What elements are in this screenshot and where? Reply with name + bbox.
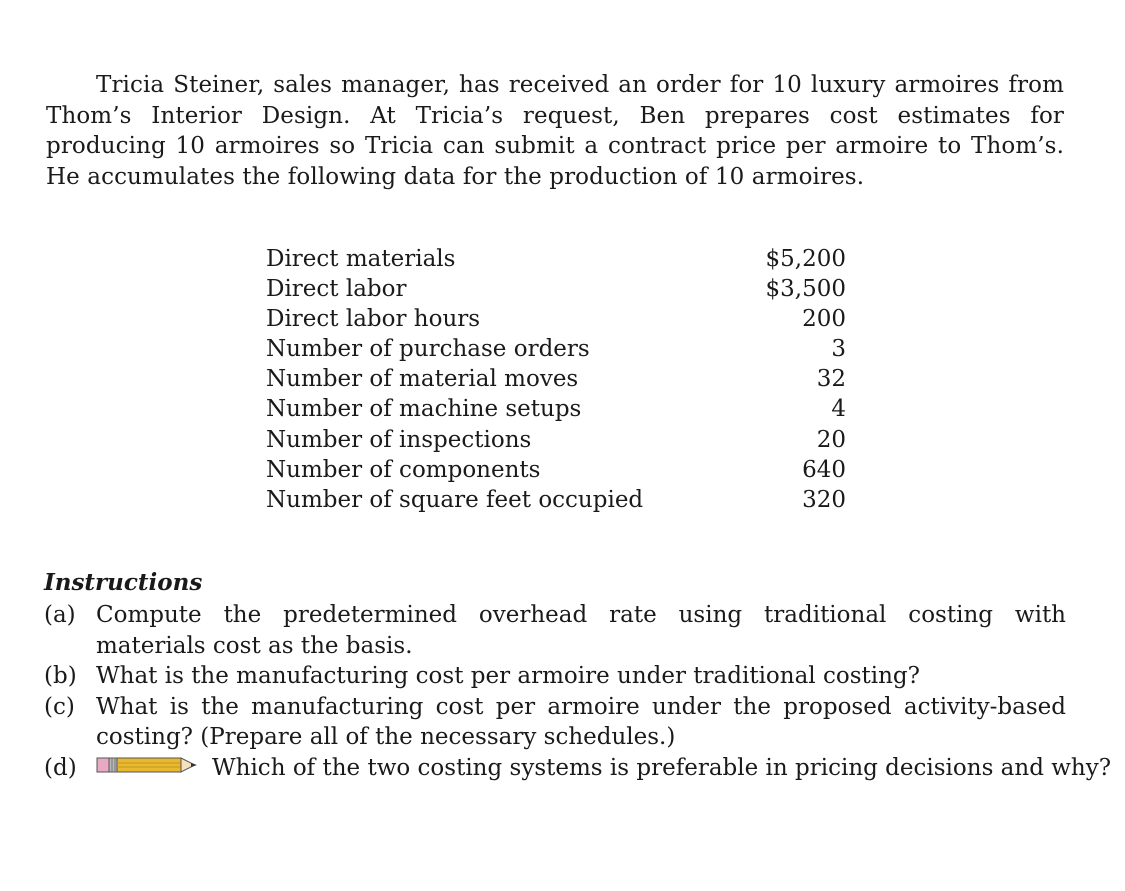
data-label: Direct labor hours — [266, 306, 481, 333]
data-value: 32 — [816, 366, 846, 393]
instruction-letter: (a) — [44, 602, 76, 628]
instruction-letter: (c) — [44, 693, 75, 720]
cost-data-table — [266, 244, 846, 515]
instruction-letter: (b) — [44, 663, 77, 689]
intro-paragraph: Tricia Steiner, sales manager, has received an order for 10 luxury armoires from Thom’s Interior Design. At Tricia’s request, Ben prepares cost estimates for producing 10 armoires so Tricia can submit a contract price per armoire to Thom’s. He accumulates the following data for the production of 10 armoires. — [46, 72, 1064, 190]
data-value: 200 — [802, 306, 846, 333]
data-label: Number of components — [266, 456, 541, 483]
instructions-list — [44, 600, 1112, 783]
pencil-icon — [96, 753, 200, 784]
instruction-text: What is the manufacturing cost per armoire under traditional costing? — [96, 663, 920, 689]
data-value: 320 — [802, 486, 846, 513]
instruction-text: Which of the two costing systems is preferable in pricing decisions and why? — [212, 754, 1112, 781]
data-row — [266, 274, 846, 304]
instruction-item — [44, 692, 1066, 753]
instruction-content — [96, 753, 1111, 784]
instruction-letter: (d) — [44, 754, 77, 781]
data-row — [266, 425, 846, 455]
data-label: Number of inspections — [266, 426, 532, 453]
instruction-text: What is the manufacturing cost per armoire under the proposed activity-based costing? (Prepare all of the necessary schedules.) — [96, 693, 1066, 750]
data-row — [266, 304, 846, 334]
data-row — [266, 364, 846, 394]
instruction-text: Compute the predetermined overhead rate using traditional costing with materials cost as the basis. — [96, 602, 1066, 659]
data-label: Direct materials — [266, 246, 456, 272]
instruction-item — [44, 753, 1112, 784]
data-value: $5,200 — [765, 246, 846, 272]
data-value: 3 — [831, 336, 846, 363]
data-row — [266, 334, 846, 364]
data-row — [266, 455, 846, 485]
data-row — [266, 394, 846, 424]
data-value: $3,500 — [765, 276, 846, 303]
data-label: Direct labor — [266, 276, 407, 303]
data-value: 20 — [816, 426, 846, 453]
instruction-item — [44, 600, 1066, 661]
data-label: Number of material moves — [266, 366, 579, 393]
data-label: Number of purchase orders — [266, 336, 590, 363]
data-row — [266, 485, 846, 515]
data-value: 4 — [831, 396, 846, 423]
data-row — [266, 244, 846, 274]
instruction-item — [44, 661, 1066, 692]
data-value: 640 — [802, 456, 846, 483]
data-label: Number of machine setups — [266, 396, 582, 423]
data-label: Number of square feet occupied — [266, 486, 644, 513]
instructions-heading: Instructions — [44, 569, 203, 596]
